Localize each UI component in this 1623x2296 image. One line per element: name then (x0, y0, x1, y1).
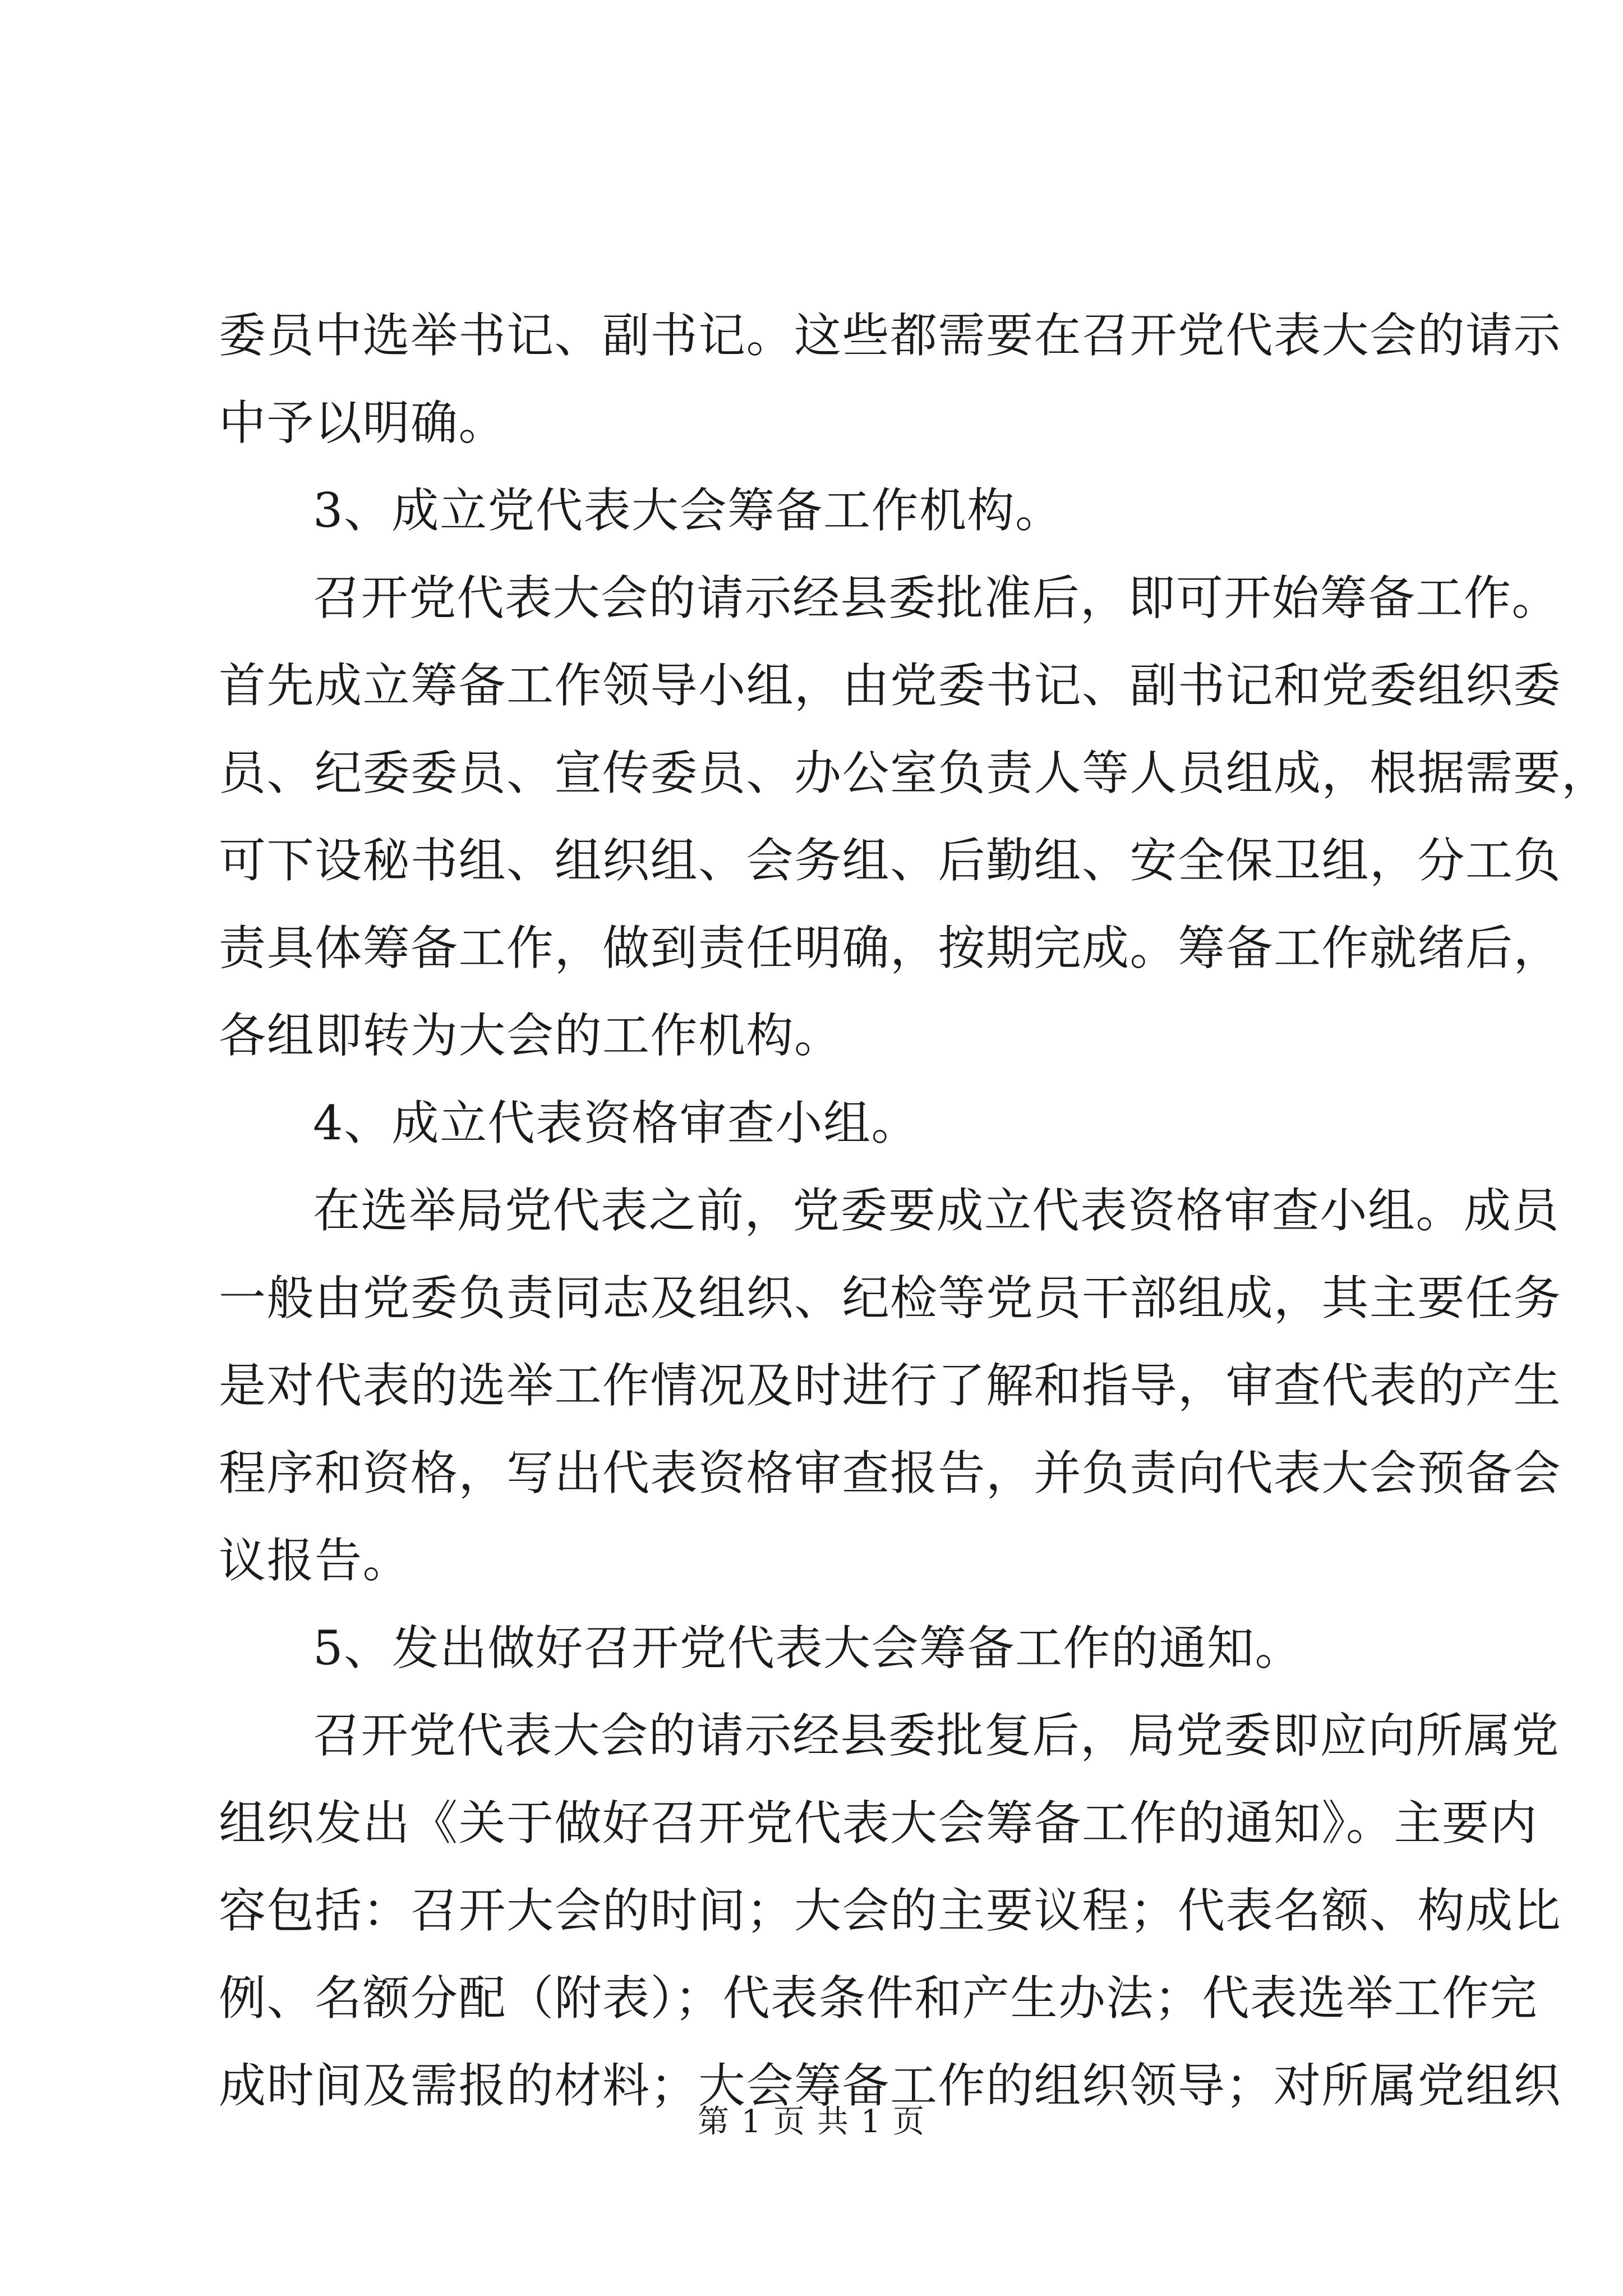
text-line: 召开党代表大会的请示经县委批准后，即可开始筹备工作。 (313, 570, 1560, 625)
text-line: 委员中选举书记、副书记。这些都需要在召开党代表大会的请示 (219, 308, 1562, 363)
text-line: 组织发出《关于做好召开党代表大会筹备工作的通知》。主要内 (219, 1796, 1538, 1851)
text-line: 中予以明确。 (219, 395, 507, 450)
text-line: 成时间及需报的材料；大会筹备工作的组织领导；对所属党组织 (219, 2058, 1562, 2113)
text-line: 是对代表的选举工作情况及时进行了解和指导，审查代表的产生 (219, 1358, 1562, 1413)
section-heading: 3、成立党代表大会筹备工作机构。 (313, 483, 1063, 538)
text-line: 程序和资格，写出代表资格审查报告，并负责向代表大会预备会 (219, 1446, 1562, 1501)
page-footer: 第 1 页 共 1 页 (697, 2104, 926, 2140)
text-line: 员、纪委委员、宣传委员、办公室负责人等人员组成，根据需要， (219, 746, 1610, 800)
text-line: 责具体筹备工作，做到责任明确，按期完成。筹备工作就绪后， (219, 921, 1562, 976)
text-line: 例、名额分配（附表）；代表条件和产生办法；代表选举工作完 (219, 1971, 1538, 2026)
body-text (219, 292, 1610, 2129)
text-line: 可下设秘书组、组织组、会务组、后勤组、安全保卫组，分工负 (219, 833, 1562, 888)
text-line: 召开党代表大会的请示经县委批复后，局党委即应向所属党 (313, 1708, 1560, 1763)
text-line: 首先成立筹备工作领导小组，由党委书记、副书记和党委组织委 (219, 658, 1562, 713)
text-line: 各组即转为大会的工作机构。 (219, 1008, 842, 1063)
text-line: 议报告。 (219, 1533, 411, 1588)
section-heading: 5、发出做好召开党代表大会筹备工作的通知。 (313, 1621, 1303, 1676)
text-line: 在选举局党代表之前，党委要成立代表资格审查小组。成员 (313, 1183, 1560, 1238)
text-line: 一般由党委负责同志及组织、纪检等党员干部组成，其主要任务 (219, 1271, 1562, 1326)
section-heading: 4、成立代表资格审查小组。 (313, 1096, 919, 1151)
text-line: 容包括：召开大会的时间；大会的主要议程；代表名额、构成比 (219, 1883, 1562, 1938)
